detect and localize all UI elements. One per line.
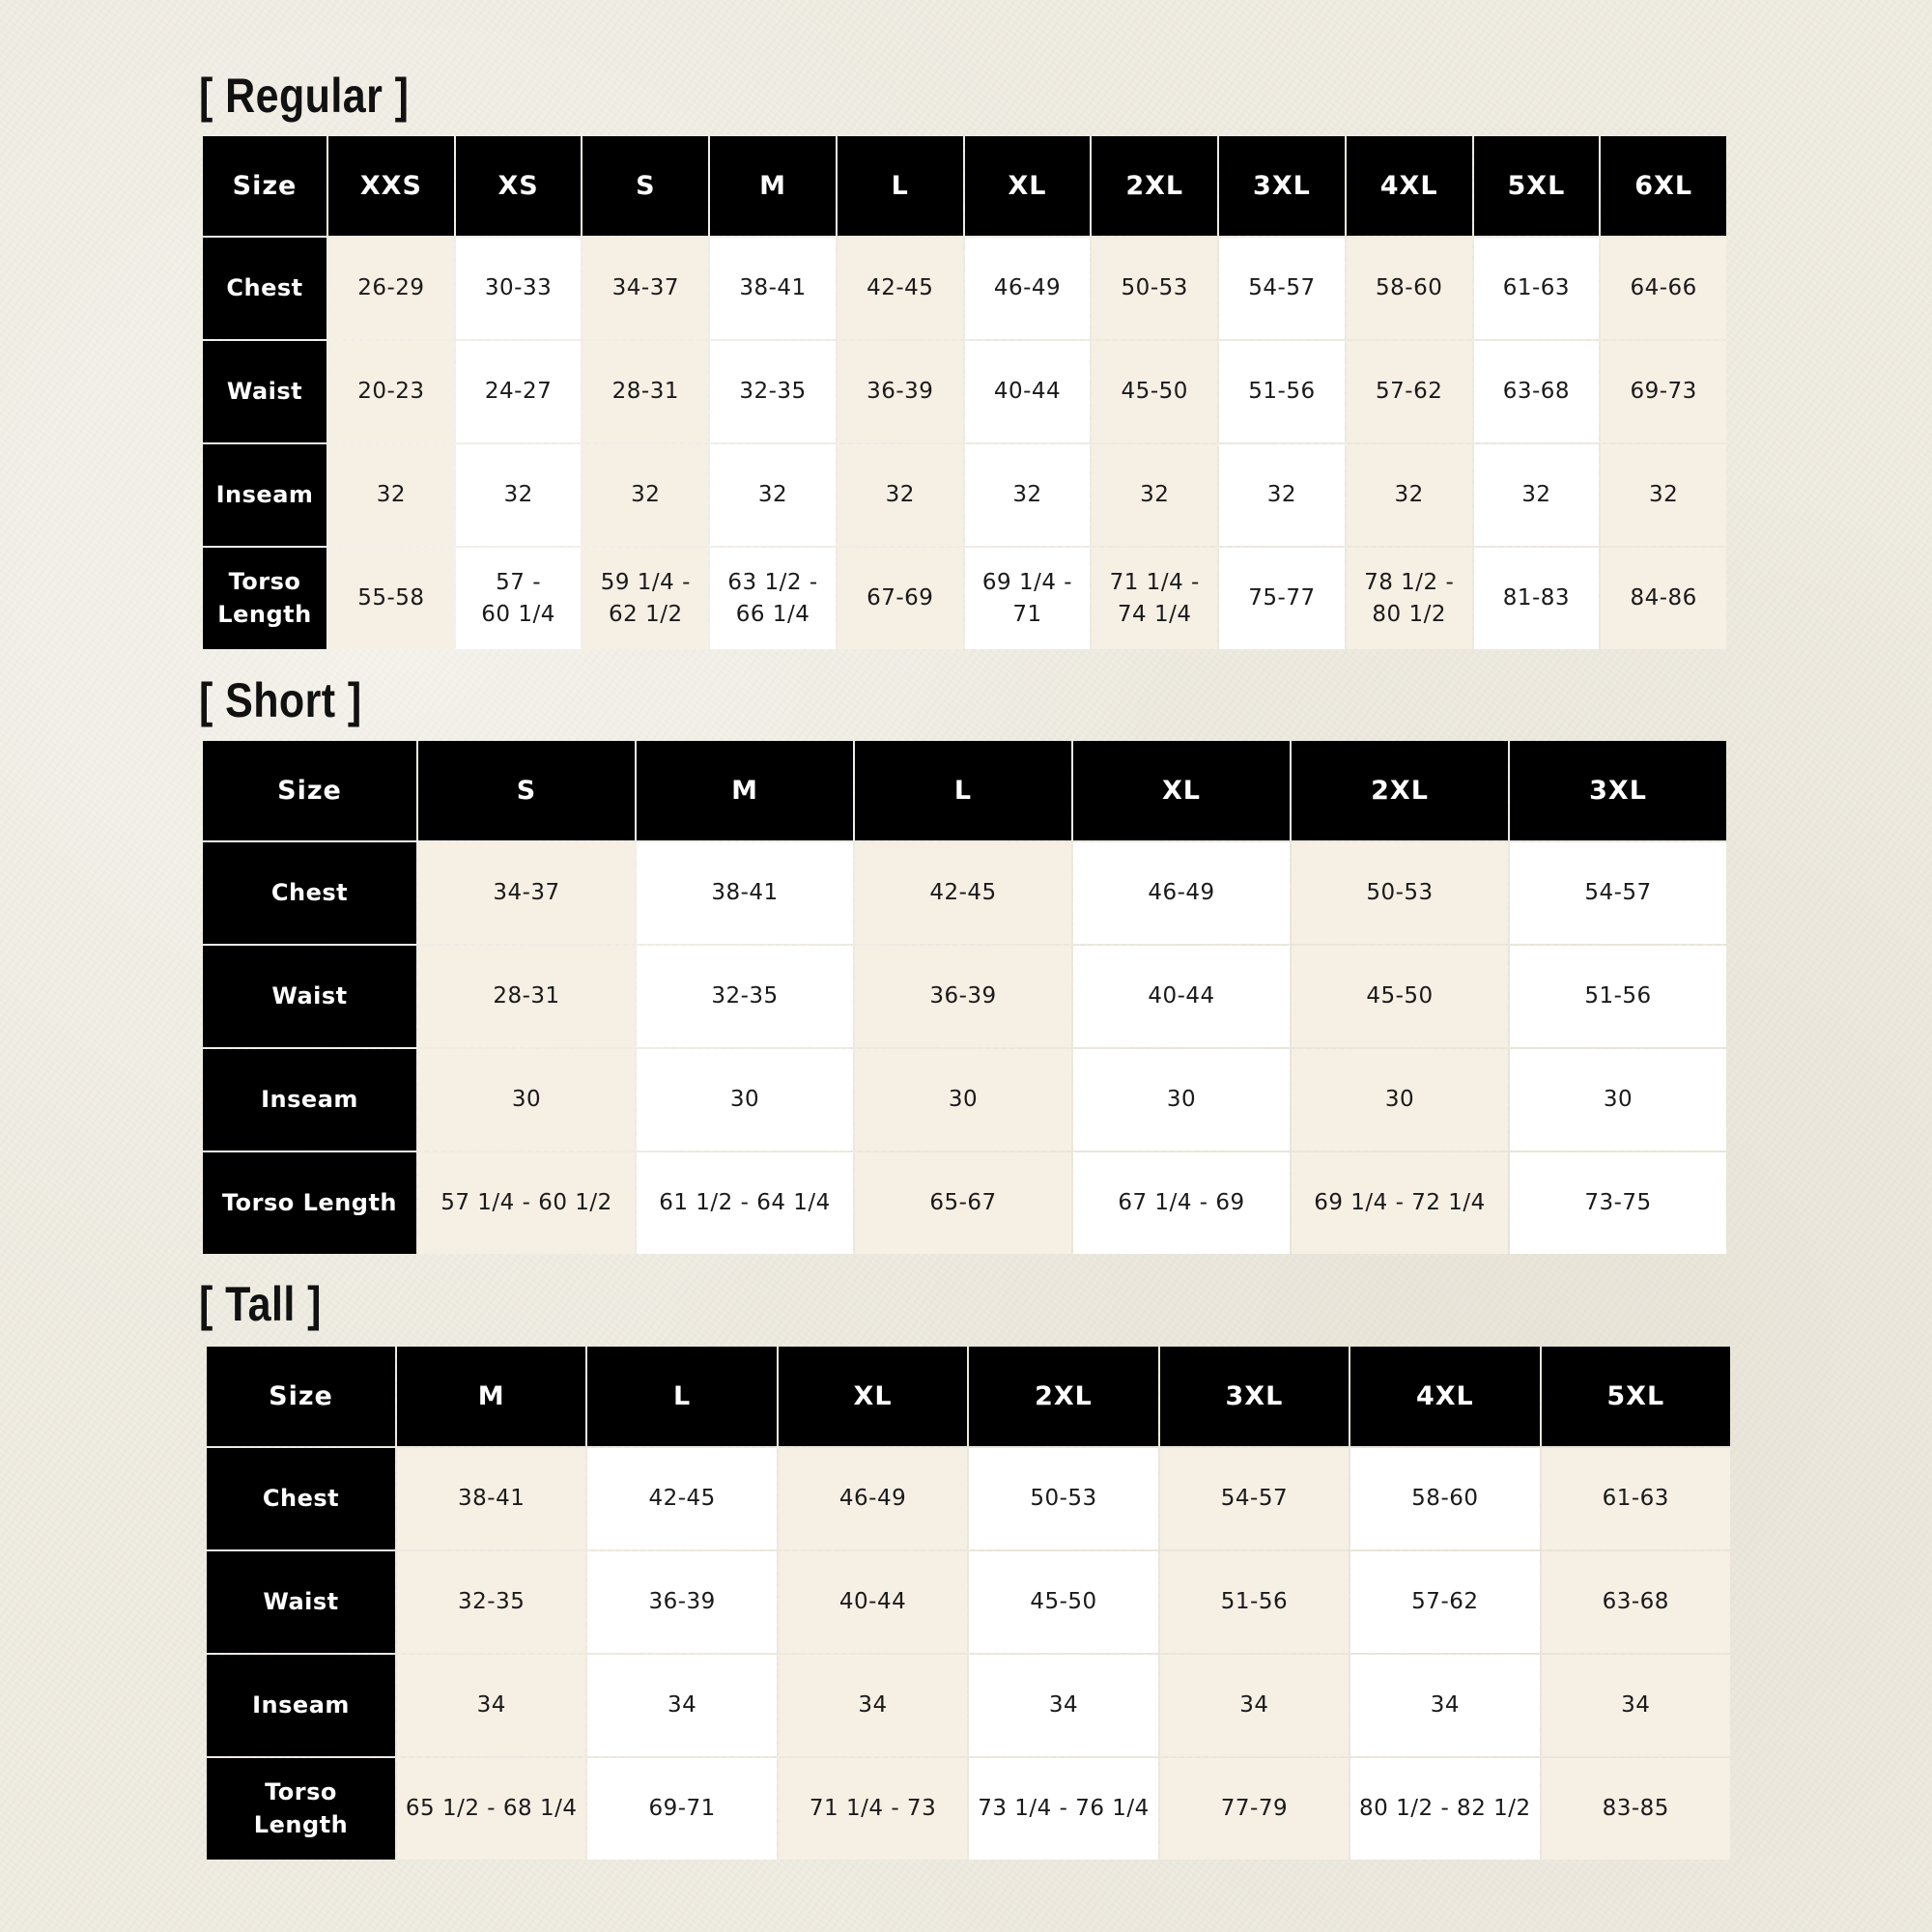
measurement-cell: 24-27 [456, 341, 582, 442]
measurement-cell: 50-53 [1092, 238, 1217, 339]
measurement-cell: 34 [397, 1655, 585, 1756]
measurement-cell: 46-49 [779, 1448, 967, 1549]
size-header-2xl: 2XL [1092, 136, 1217, 236]
size-header-xl: XL [965, 136, 1091, 236]
measurement-cell: 42-45 [587, 1448, 776, 1549]
size-header-m: M [710, 136, 836, 236]
measurement-cell: 32-35 [397, 1551, 585, 1653]
measurement-cell: 34-37 [582, 238, 708, 339]
size-header-5xl: 5XL [1474, 136, 1600, 236]
measurement-cell: 36-39 [855, 946, 1071, 1047]
measurement-cell: 61-63 [1542, 1448, 1730, 1549]
short-size-table [203, 741, 1726, 1254]
measurement-cell: 69-71 [587, 1758, 776, 1860]
measurement-cell: 50-53 [1292, 842, 1508, 944]
measurement-cell: 32-35 [637, 946, 853, 1047]
measurement-cell: 36-39 [587, 1551, 776, 1653]
size-header-xxs: XXS [328, 136, 454, 236]
size-header-5xl: 5XL [1542, 1347, 1730, 1446]
measurement-cell: 54-57 [1510, 842, 1726, 944]
measurement-cell: 51-56 [1510, 946, 1726, 1047]
measurement-cell: 46-49 [1073, 842, 1290, 944]
measurement-cell: 69 1/4 - 72 1/4 [1292, 1152, 1508, 1254]
measurement-cell: 57-62 [1347, 341, 1472, 442]
row-label-waist: Waist [207, 1551, 395, 1653]
measurement-cell: 71 1/4 - 73 [779, 1758, 967, 1860]
row-label-inseam: Inseam [203, 444, 327, 546]
measurement-cell: 38-41 [637, 842, 853, 944]
size-header-4xl: 4XL [1350, 1347, 1539, 1446]
measurement-cell: 32 [1601, 444, 1726, 546]
size-header-2xl: 2XL [969, 1347, 1157, 1446]
measurement-cell: 45-50 [1292, 946, 1508, 1047]
measurement-cell: 54-57 [1219, 238, 1345, 339]
row-label-chest: Chest [203, 842, 416, 944]
measurement-cell: 30 [1073, 1049, 1290, 1151]
row-label-torso-length: Torso Length [203, 1152, 416, 1254]
measurement-cell: 28-31 [582, 341, 708, 442]
measurement-cell: 50-53 [969, 1448, 1157, 1549]
measurement-cell: 32 [582, 444, 708, 546]
row-label-waist: Waist [203, 341, 327, 442]
measurement-cell: 63-68 [1542, 1551, 1730, 1653]
measurement-cell: 67 1/4 - 69 [1073, 1152, 1290, 1254]
measurement-cell: 65 1/2 - 68 1/4 [397, 1758, 585, 1860]
measurement-cell: 80 1/2 - 82 1/2 [1350, 1758, 1539, 1860]
size-header-xl: XL [1073, 741, 1290, 840]
measurement-cell: 34 [1350, 1655, 1539, 1756]
measurement-cell: 75-77 [1219, 548, 1345, 649]
measurement-cell: 67-69 [838, 548, 963, 649]
measurement-cell: 32 [328, 444, 454, 546]
measurement-cell: 45-50 [1092, 341, 1217, 442]
measurement-cell: 63-68 [1474, 341, 1600, 442]
measurement-cell: 78 1/2 - 80 1/2 [1347, 548, 1472, 649]
row-label-chest: Chest [203, 238, 327, 339]
row-label-torso-length: Torso Length [203, 548, 327, 649]
measurement-cell: 32-35 [710, 341, 836, 442]
measurement-cell: 58-60 [1347, 238, 1472, 339]
measurement-cell: 61-63 [1474, 238, 1600, 339]
size-column-header: Size [203, 136, 327, 236]
measurement-cell: 51-56 [1219, 341, 1345, 442]
measurement-cell: 34 [1160, 1655, 1349, 1756]
measurement-cell: 32 [965, 444, 1091, 546]
measurement-cell: 30-33 [456, 238, 582, 339]
measurement-cell: 32 [710, 444, 836, 546]
size-header-m: M [397, 1347, 585, 1446]
size-header-3xl: 3XL [1510, 741, 1726, 840]
regular-size-table [203, 136, 1726, 649]
measurement-cell: 57-62 [1350, 1551, 1539, 1653]
measurement-cell: 28-31 [418, 946, 635, 1047]
measurement-cell: 30 [1510, 1049, 1726, 1151]
measurement-cell: 61 1/2 - 64 1/4 [637, 1152, 853, 1254]
measurement-cell: 40-44 [1073, 946, 1290, 1047]
measurement-cell: 84-86 [1601, 548, 1726, 649]
size-header-xl: XL [779, 1347, 967, 1446]
measurement-cell: 20-23 [328, 341, 454, 442]
row-label-torso-length: Torso Length [207, 1758, 395, 1860]
size-header-4xl: 4XL [1347, 136, 1472, 236]
row-label-inseam: Inseam [207, 1655, 395, 1756]
measurement-cell: 58-60 [1350, 1448, 1539, 1549]
size-header-xs: XS [456, 136, 582, 236]
measurement-cell: 64-66 [1601, 238, 1726, 339]
measurement-cell: 38-41 [710, 238, 836, 339]
measurement-cell: 83-85 [1542, 1758, 1730, 1860]
measurement-cell: 30 [637, 1049, 853, 1151]
size-header-2xl: 2XL [1292, 741, 1508, 840]
measurement-cell: 26-29 [328, 238, 454, 339]
size-column-header: Size [203, 741, 416, 840]
measurement-cell: 42-45 [838, 238, 963, 339]
measurement-cell: 30 [855, 1049, 1071, 1151]
size-header-l: L [587, 1347, 776, 1446]
measurement-cell: 42-45 [855, 842, 1071, 944]
measurement-cell: 40-44 [965, 341, 1091, 442]
row-label-chest: Chest [207, 1448, 395, 1549]
size-column-header: Size [207, 1347, 395, 1446]
measurement-cell: 71 1/4 - 74 1/4 [1092, 548, 1217, 649]
measurement-cell: 57 1/4 - 60 1/2 [418, 1152, 635, 1254]
size-header-m: M [637, 741, 853, 840]
measurement-cell: 34-37 [418, 842, 635, 944]
measurement-cell: 73-75 [1510, 1152, 1726, 1254]
measurement-cell: 34 [1542, 1655, 1730, 1756]
measurement-cell: 51-56 [1160, 1551, 1349, 1653]
measurement-cell: 40-44 [779, 1551, 967, 1653]
tall-size-table [207, 1347, 1730, 1860]
measurement-cell: 32 [1474, 444, 1600, 546]
measurement-cell: 73 1/4 - 76 1/4 [969, 1758, 1157, 1860]
size-header-s: S [418, 741, 635, 840]
measurement-cell: 55-58 [328, 548, 454, 649]
measurement-cell: 59 1/4 - 62 1/2 [582, 548, 708, 649]
measurement-cell: 46-49 [965, 238, 1091, 339]
measurement-cell: 34 [969, 1655, 1157, 1756]
measurement-cell: 38-41 [397, 1448, 585, 1549]
size-header-6xl: 6XL [1601, 136, 1726, 236]
section-title: [ Regular ] [199, 69, 410, 123]
measurement-cell: 32 [1347, 444, 1472, 546]
measurement-cell: 32 [838, 444, 963, 546]
measurement-cell: 30 [418, 1049, 635, 1151]
measurement-cell: 32 [1092, 444, 1217, 546]
measurement-cell: 34 [587, 1655, 776, 1756]
size-header-3xl: 3XL [1160, 1347, 1349, 1446]
measurement-cell: 81-83 [1474, 548, 1600, 649]
section-title: [ Tall ] [199, 1277, 322, 1331]
measurement-cell: 45-50 [969, 1551, 1157, 1653]
row-label-inseam: Inseam [203, 1049, 416, 1151]
measurement-cell: 36-39 [838, 341, 963, 442]
measurement-cell: 77-79 [1160, 1758, 1349, 1860]
size-header-3xl: 3XL [1219, 136, 1345, 236]
section-title: [ Short ] [199, 673, 362, 727]
measurement-cell: 57 - 60 1/4 [456, 548, 582, 649]
size-header-l: L [838, 136, 963, 236]
measurement-cell: 30 [1292, 1049, 1508, 1151]
size-header-s: S [582, 136, 708, 236]
measurement-cell: 69-73 [1601, 341, 1726, 442]
measurement-cell: 34 [779, 1655, 967, 1756]
measurement-cell: 65-67 [855, 1152, 1071, 1254]
row-label-waist: Waist [203, 946, 416, 1047]
measurement-cell: 32 [1219, 444, 1345, 546]
measurement-cell: 63 1/2 - 66 1/4 [710, 548, 836, 649]
size-header-l: L [855, 741, 1071, 840]
measurement-cell: 32 [456, 444, 582, 546]
measurement-cell: 69 1/4 - 71 [965, 548, 1091, 649]
measurement-cell: 54-57 [1160, 1448, 1349, 1549]
